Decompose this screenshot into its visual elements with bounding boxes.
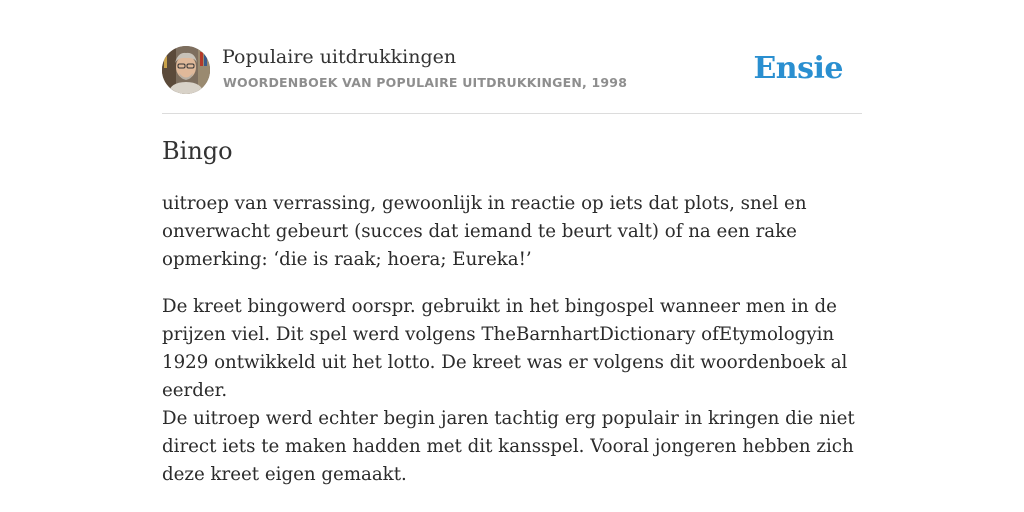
entry-card: [162, 46, 862, 485]
source-subtitle: WOORDENBOEK VAN POPULAIRE UITDRUKKINGEN, 1998: [223, 75, 628, 90]
author-portrait-icon: [162, 46, 210, 94]
entry-paragraph-2: De kreet bingowerd oorspr. gebruikt in het bingospel wanneer men in de prijzen viel. Dit spel werd volgens TheBarnhartDictionary ofEtymologyin 1929 ontwikkeld uit het lotto. De kreet was er volgens dit woordenboek al eerder.: [162, 296, 848, 401]
author-avatar[interactable]: [162, 46, 210, 94]
entry-paragraph-3: De uitroep werd echter begin jaren tachtig erg populair in kringen die niet direct iets te maken hadden met dit kansspel. Vooral jongeren hebben zich deze kreet eigen gemaakt.: [162, 408, 855, 485]
entry-paragraph-1: uitroep van verrassing, gewoonlijk in reactie op iets dat plots, snel en onverwacht gebeurt (succes dat iemand te beurt valt) of na een rake opmerking: ‘die is raak; hoera; Eureka!’: [162, 193, 807, 270]
brand-logo[interactable]: Ensie: [753, 51, 843, 86]
entry-header: [162, 46, 862, 114]
source-title[interactable]: Populaire uitdrukkingen: [222, 46, 457, 68]
entry-title: Bingo: [162, 137, 233, 165]
